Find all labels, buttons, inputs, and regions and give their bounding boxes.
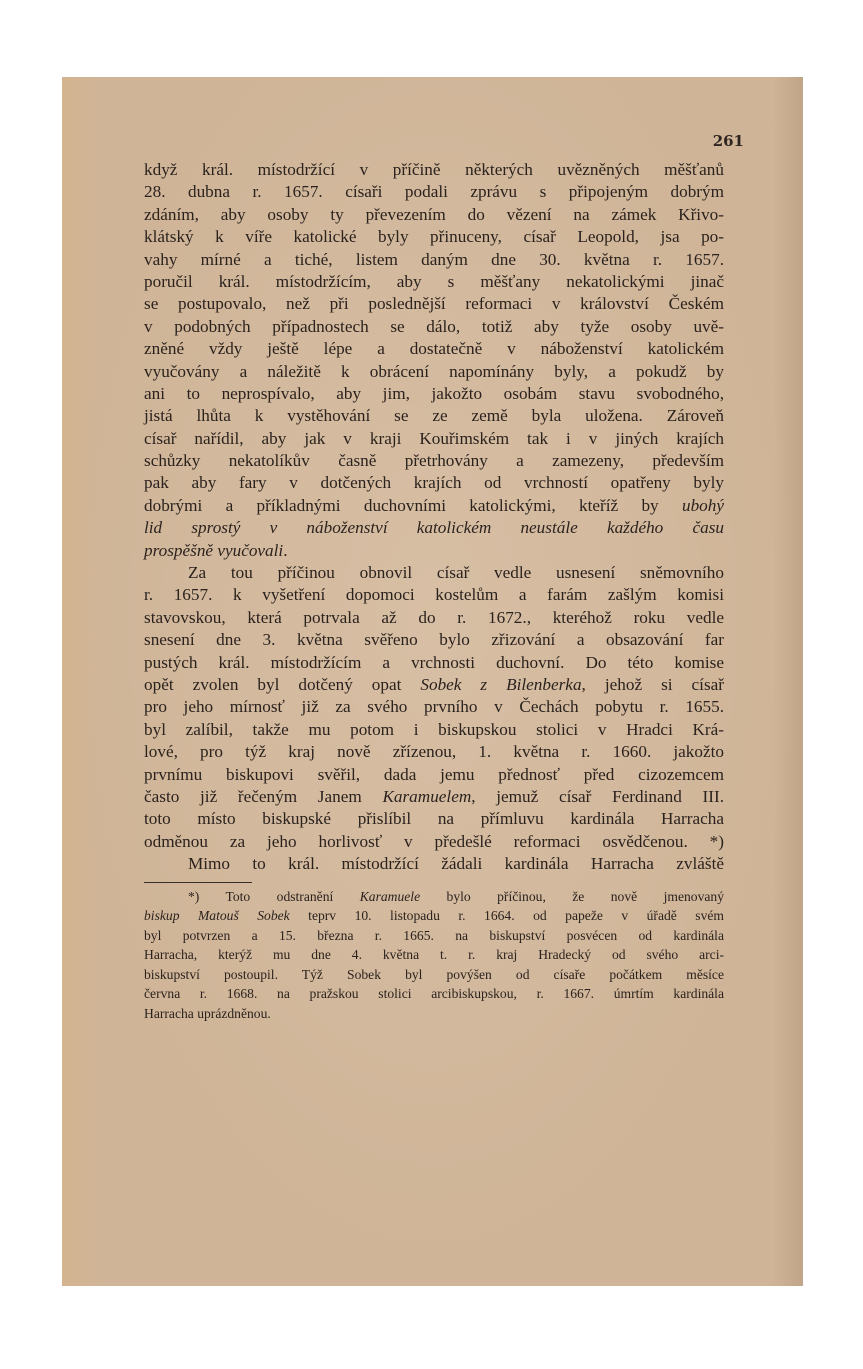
body-line	[144, 764, 724, 786]
text-run: bylo příčinou, že nově jmenovaný	[420, 888, 724, 904]
italic-text: biskup Matouš Sobek	[144, 908, 290, 924]
body-line	[144, 540, 724, 562]
text-run: snesení dne 3. května svěřeno bylo zřizování a obsazování far	[144, 630, 724, 650]
body-line	[144, 831, 724, 853]
footnote-line	[144, 1004, 724, 1024]
italic-text: ubohý	[681, 495, 724, 515]
text-run: biskupství postoupil. Týž Sobek byl povýšen od císaře počátkem měsíce	[144, 966, 724, 982]
text-run: , jehož si císař	[581, 674, 724, 694]
text-run: vahy mírné a tiché, listem daným dne 30. května r. 1657.	[144, 249, 724, 269]
body-line	[144, 226, 724, 248]
body-line	[144, 271, 724, 293]
text-run: teprv 10. listopadu r. 1664. od papeže v úřadě svém	[289, 908, 724, 924]
body-line	[144, 584, 724, 606]
text-run: *) Toto odstranění	[188, 888, 360, 904]
body-line	[144, 562, 724, 584]
text-run: klátský k víře katolické byly přinuceny, císař Leopold, jsa po-	[144, 227, 724, 247]
text-run: se postupovalo, než při poslednější reformaci v království Českém	[144, 294, 724, 314]
body-line	[144, 383, 724, 405]
text-run: dobrými a příkladnými duchovními katolickými, kteříž by	[144, 495, 682, 515]
footnote-line	[144, 984, 724, 1004]
footnote-line	[144, 926, 724, 946]
text-run: byl zalíbil, takže mu potom i biskupskou stolici v Hradci Krá-	[144, 719, 724, 739]
text-run: lové, pro týž kraj nově zřízenou, 1. května r. 1660. jakožto	[144, 742, 724, 762]
text-run: června r. 1668. na pražskou stolici arcibiskupskou, r. 1667. úmrtím kardinála	[144, 986, 724, 1002]
text-run: schůzky nekatolíkův časně přetrhovány a zamezeny, především	[144, 451, 724, 471]
italic-text: Sobek z Bilenberka	[420, 674, 582, 694]
italic-text: Karamuele	[359, 888, 421, 904]
text-run: byl potvrzen a 15. března r. 1665. na biskupství posvécen od kardinála	[144, 927, 724, 943]
text-run: 28. dubna r. 1657. císaři podali zprávu s připojeným dobrým	[144, 182, 724, 202]
footnote	[144, 887, 724, 1024]
body-line	[144, 361, 724, 383]
text-run: Harracha uprázdněnou.	[144, 1006, 271, 1022]
body-paragraphs	[144, 159, 724, 876]
text-run: zdáním, aby osoby ty převezením do vězení na zámek Křivo-	[144, 204, 724, 224]
text-run: když král. místodržící v příčině některých uvězněných měšťanů	[144, 160, 724, 179]
footnote-line	[144, 945, 724, 965]
body-line	[144, 719, 724, 741]
text-run: toto místo biskupské přislíbil na přímluvu kardinála Harracha	[144, 809, 724, 829]
text-run: jistá lhůta k vystěhování se ze země byla uložena. Zároveň	[144, 406, 724, 426]
body-line	[144, 696, 724, 718]
body-line	[144, 741, 724, 763]
body-line	[144, 607, 724, 629]
text-run: v podobných případnostech se dálo, totiž aby tyže osoby uvě-	[144, 316, 724, 336]
body-line	[144, 472, 724, 494]
body-line	[144, 629, 724, 651]
body-line	[144, 405, 724, 427]
text-run: Mimo to král. místodržící žádali kardinála Harracha zvláště	[188, 854, 724, 874]
text-run: vyučovány a náležitě k obrácení napomínány byly, a pokudž by	[144, 361, 724, 381]
footnote-line	[144, 887, 724, 907]
body-line	[144, 652, 724, 674]
body-line	[144, 853, 724, 875]
text-run: prvnímu biskupovi svěřil, dada jemu přednosť před cizozemcem	[144, 764, 724, 784]
text-run: odměnou za jeho horlivosť v předešlé reformaci osvědčenou. *)	[144, 831, 724, 851]
text-run: r. 1657. k vyšetření dopomoci kostelům a farám zašlým komisi	[144, 585, 724, 605]
body-line	[144, 204, 724, 226]
body-line	[144, 428, 724, 450]
text-run: pro jeho mírnosť již za svého prvního v Čechách pobytu r. 1655.	[144, 697, 724, 717]
book-page	[62, 77, 803, 1286]
body-line	[144, 293, 724, 315]
footnote-line	[144, 906, 724, 926]
text-run: zněné vždy ještě lépe a dostatečně v náboženství katolickém	[144, 339, 724, 359]
text-run: opět zvolen byl dotčený opat	[144, 674, 421, 694]
body-line	[144, 159, 724, 181]
text-run: pustých král. místodržícím a vrchnosti duchovní. Do této komise	[144, 652, 724, 672]
body-line	[144, 495, 724, 517]
italic-text: lid sprostý v náboženství katolickém neustále každého času	[144, 518, 724, 538]
italic-text: prospěšně vyučovali	[144, 540, 284, 560]
page-number: 261	[712, 132, 744, 150]
italic-text: Karamuelem	[382, 786, 472, 806]
text-run: poručil král. místodržícím, aby s měšťany nekatolickými jinač	[144, 271, 724, 291]
text-run: Harracha, kterýž mu dne 4. května t. r. kraj Hradecký od svého arci-	[144, 947, 724, 963]
text-run: .	[283, 540, 288, 560]
text-run: často již řečeným Janem	[144, 786, 383, 806]
body-line	[144, 181, 724, 203]
body-line	[144, 786, 724, 808]
body-line	[144, 450, 724, 472]
text-run: císař nařídil, aby jak v kraji Kouřimském tak i v jiných krajích	[144, 428, 724, 448]
body-line	[144, 517, 724, 539]
text-run: ani to neprospívalo, aby jim, jakožto osobám stavu svobodného,	[144, 383, 724, 403]
main-text	[144, 159, 724, 1024]
body-line	[144, 808, 724, 830]
body-line	[144, 249, 724, 271]
body-line	[144, 338, 724, 360]
footnote-separator	[144, 882, 252, 883]
text-run: stavovskou, která potrvala až do r. 1672., kteréhož roku vedle	[144, 607, 724, 627]
text-run: pak aby fary v dotčených krajích od vrchností opatřeny byly	[144, 473, 724, 493]
body-line	[144, 316, 724, 338]
footnote-line	[144, 965, 724, 985]
body-line	[144, 674, 724, 696]
text-run: , jemuž císař Ferdinand III.	[471, 786, 724, 806]
text-run: Za tou příčinou obnovil císař vedle usnesení sněmovního	[188, 563, 724, 583]
